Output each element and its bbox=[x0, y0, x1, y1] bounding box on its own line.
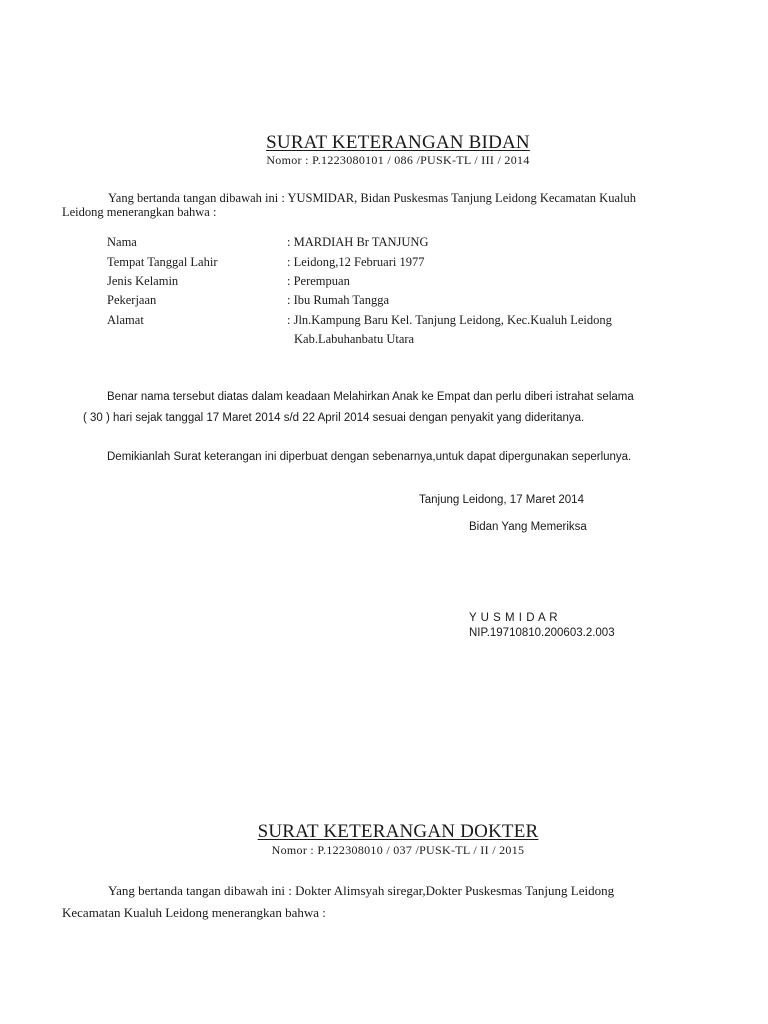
field-value-pekerjaan: : Ibu Rumah Tangga bbox=[287, 293, 390, 307]
field-label-jenis-kelamin: Jenis Kelamin bbox=[107, 274, 179, 288]
doc1-signer-nip: NIP.19710810.200603.2.003 bbox=[469, 627, 615, 639]
doc2-nomor: Nomor : P.122308010 / 037 /PUSK-TL / II / 2015 bbox=[271, 843, 525, 857]
doc1-para1-line1: Benar nama tersebut diatas dalam keadaan Melahirkan Anak ke Empat dan perlu diberi istrahat selama bbox=[107, 391, 634, 403]
field-label-alamat: Alamat bbox=[107, 313, 144, 327]
field-value-alamat: : Jln.Kampung Baru Kel. Tanjung Leidong, Kec.Kualuh Leidong bbox=[287, 313, 612, 327]
doc1-intro-line1: Yang bertanda tangan dibawah ini : YUSMIDAR, Bidan Puskesmas Tanjung Leidong Kecamatan Kualuh bbox=[108, 191, 636, 205]
field-value-ttl: : Leidong,12 Februari 1977 bbox=[287, 255, 425, 269]
doc2-intro-line2: Kecamatan Kualuh Leidong menerangkan bahwa : bbox=[62, 905, 326, 920]
doc1-signer-role: Bidan Yang Memeriksa bbox=[469, 521, 587, 533]
field-label-ttl: Tempat Tanggal Lahir bbox=[107, 255, 218, 269]
doc1-title: SURAT KETERANGAN BIDAN bbox=[266, 132, 530, 153]
doc2-title: SURAT KETERANGAN DOKTER bbox=[257, 821, 539, 842]
field-label-pekerjaan: Pekerjaan bbox=[107, 293, 157, 307]
doc1-signer-name: Y U S M I D A R bbox=[469, 612, 559, 624]
doc1-intro-line2: Leidong menerangkan bahwa : bbox=[62, 205, 217, 219]
field-label-nama: Nama bbox=[107, 235, 137, 249]
doc1-nomor: Nomor : P.1223080101 / 086 /PUSK-TL / III / 2014 bbox=[266, 153, 530, 167]
doc1-closing: Demikianlah Surat keterangan ini diperbuat dengan sebenarnya,untuk dapat dipergunakan seperlunya. bbox=[107, 451, 632, 463]
doc2-intro-line1: Yang bertanda tangan dibawah ini : Dokter Alimsyah siregar,Dokter Puskesmas Tanjung Leidong bbox=[108, 883, 615, 898]
field-value-nama: : MARDIAH Br TANJUNG bbox=[287, 235, 429, 249]
field-value-jenis-kelamin: : Perempuan bbox=[287, 274, 350, 288]
doc1-place-date: Tanjung Leidong, 17 Maret 2014 bbox=[419, 494, 584, 506]
field-value-alamat-cont: Kab.Labuhanbatu Utara bbox=[294, 332, 415, 346]
doc1-para1-line2: ( 30 ) hari sejak tanggal 17 Maret 2014 s/d 22 April 2014 sesuai dengan penyakit yang dideritanya. bbox=[83, 412, 585, 424]
